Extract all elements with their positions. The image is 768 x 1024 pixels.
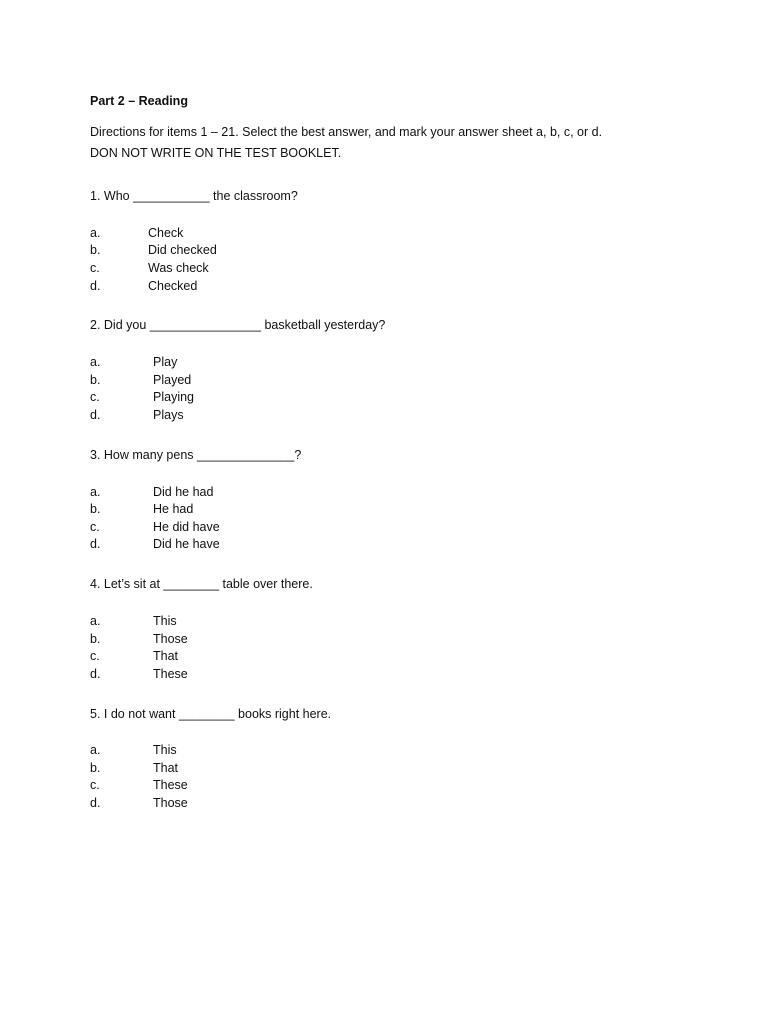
answer-option [90,500,768,518]
question-item [90,316,768,423]
option-text: Check [148,225,184,240]
option-letter: c. [90,390,100,405]
answer-option [90,518,768,536]
answer-options [90,353,768,423]
option-text: These [153,778,188,793]
answer-options [90,742,768,812]
answer-option [90,277,768,295]
option-letter: d. [90,537,101,552]
option-letter: b. [90,631,101,646]
option-letter: b. [90,243,101,258]
answer-option [90,630,768,648]
answer-option [90,665,768,683]
option-letter: b. [90,372,101,387]
option-letter: d. [90,666,101,681]
question-item [90,705,768,812]
option-text: That [153,649,179,664]
answer-options [90,612,768,682]
option-letter: c. [90,519,100,534]
option-text: Did he had [153,484,214,499]
answer-option [90,224,768,242]
answer-option [90,647,768,665]
option-letter: a. [90,613,101,628]
page-title: Part 2 – Reading [90,94,188,108]
option-letter: c. [90,649,100,664]
option-text: Playing [153,390,194,405]
option-text: Did he have [153,537,220,552]
answer-option [90,389,768,407]
option-letter: a. [90,484,101,499]
answer-option [90,259,768,277]
option-letter: d. [90,407,101,422]
option-text: That [153,760,179,775]
option-text: Plays [153,407,184,422]
option-text: Played [153,372,192,387]
question-item [90,575,768,682]
option-letter: a. [90,743,101,758]
option-text: Play [153,355,178,370]
option-letter: b. [90,502,101,517]
option-text: Was check [148,260,209,275]
option-letter: a. [90,355,101,370]
question-stem: 1. Who ___________ the classroom? [90,189,298,203]
question-list [90,187,768,812]
option-letter: c. [90,778,100,793]
answer-options [90,224,768,294]
answer-option [90,777,768,795]
option-text: This [153,743,177,758]
option-text: Those [153,796,188,811]
question-item [90,446,768,553]
option-text: This [153,613,177,628]
answer-options [90,483,768,553]
option-text: Checked [148,278,198,293]
answer-option [90,536,768,554]
option-text: These [153,666,188,681]
question-stem: 2. Did you ________________ basketball yesterday? [90,318,386,333]
answer-option [90,371,768,389]
directions [90,123,768,165]
option-text: Did checked [148,243,217,258]
answer-option [90,759,768,777]
directions-line: Directions for items 1 – 21. Select the best answer, and mark your answer sheet a, b, c, or d. [90,125,603,139]
answer-option [90,353,768,371]
option-text: He had [153,502,194,517]
answer-option [90,794,768,812]
answer-option [90,612,768,630]
question-stem: 3. How many pens ______________? [90,447,302,462]
option-letter: c. [90,260,100,275]
answer-option [90,742,768,760]
option-text: He did have [153,519,220,534]
answer-option [90,483,768,501]
option-letter: a. [90,225,101,240]
option-letter: d. [90,278,101,293]
question-stem: 4. Let’s sit at ________ table over there. [90,577,313,592]
question-stem: 5. I do not want ________ books right here. [90,706,332,721]
option-text: Those [153,631,188,646]
option-letter: d. [90,796,101,811]
option-letter: b. [90,760,101,775]
answer-option [90,406,768,424]
answer-option [90,242,768,260]
question-item [90,187,768,294]
directions-warning: DON NOT WRITE ON THE TEST BOOKLET. [90,146,342,160]
